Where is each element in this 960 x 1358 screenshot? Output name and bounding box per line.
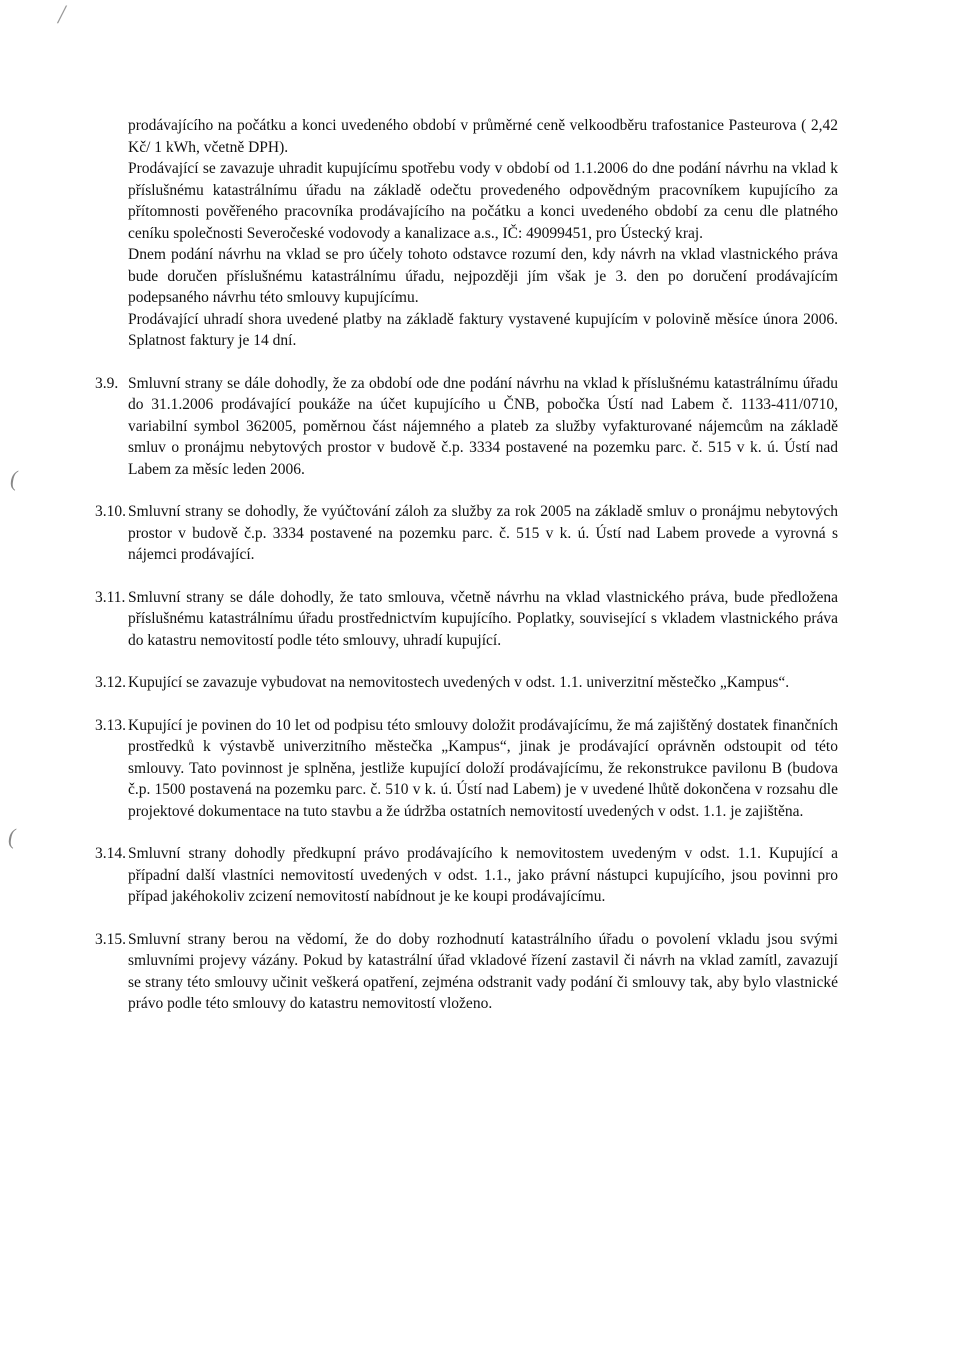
- section-number: 3.15.: [95, 930, 126, 948]
- document-body: [95, 115, 838, 1015]
- section-number: 3.14.: [95, 845, 126, 862]
- section-text: Smluvní strany se dále dohodly, že za období ode dne podání návrhu na vklad k příslušnému katastrálnímu úřadu do 31.1.2006 prodávající poukáže na účet kupujícího u ČNB, pobočka Ústí nad Labem č. 1133-411/0710, variabilní symbol 362005, poměrnou část nájemného a plateb za služby vyfakturované nájemcům na základě smluv o pronájmu nebytových prostor v budově č.p. 3334 postavené na pozemku parc. č. 515 v k. ú. Ústí nad Labem za měsíc leden 2006.: [128, 374, 838, 478]
- section-number: 3.13.: [95, 716, 126, 734]
- section-3-14: [95, 843, 838, 908]
- section-3-12: [95, 672, 838, 694]
- paragraph: Dnem podání návrhu na vklad se pro účely tohoto odstavce rozumí den, kdy návrh na vklad vlastnického práva bude doručen příslušnému katastrálnímu úřadu, nejpozději jím však je 3. den po doručení prodávajícím podepsaného návrhu této smlouvy kupujícímu.: [128, 246, 838, 306]
- paragraph: Prodávající uhradí shora uvedené platby na základě faktury vystavené kupujícím v polovině měsíce února 2006. Splatnost faktury je 14 dní.: [128, 310, 838, 349]
- section-text: Smluvní strany se dále dohodly, že tato smlouva, včetně návrhu na vklad vlastnického práva, bude předložena příslušnému katastrálnímu úřadu prostřednictvím kupujícího. Poplatky, související s vkladem vlastnického práva do katastru nemovitostí podle této smlouvy, uhradí kupující.: [128, 588, 838, 649]
- scan-artifact-bracket: (: [10, 466, 18, 491]
- section-3-13: [95, 715, 838, 823]
- section-text: Smluvní strany berou na vědomí, že do doby rozhodnutí katastrálního úřadu o povolení vkladu jsou svými smluvními projevy vázány. Pokud by katastrální úřad vkladové řízení zastavil či návrh na vklad zamítl, zavazují se strany této smlouvy učinit veškerá opatření, zejména odstranit vady podání či smlouvy tak, aby bylo vlastnické právo podle této smlouvy do katastru nemovitostí vloženo.: [128, 930, 838, 1012]
- section-number: 3.11.: [95, 588, 126, 606]
- section-text: Smluvní strany dohodly předkupní právo prodávajícího k nemovitostem uvedeným v odst. 1.1. Kupující a případní další vlastníci nemovitostí uvedených v odst. 1.1., jako právní nástupci kupujícího, jsou povinni pro případ jakéhokoliv zcizení nemovitostí nabídnout je ke koupi prodávajícímu.: [128, 845, 838, 905]
- section-text: Kupující se zavazuje vybudovat na nemovitostech uvedených v odst. 1.1. univerzitní městečko „Kampus“.: [128, 674, 790, 691]
- section-number: 3.10.: [95, 503, 126, 520]
- section-text: Smluvní strany se dohodly, že vyúčtování záloh za služby za rok 2005 na základě smluv o pronájmu nebytových prostor v budově č.p. 3334 postavené na pozemku parc. č. 515 v k. ú. Ústí nad Labem provede a vyrovná s nájemci prodávající.: [128, 503, 838, 563]
- paragraph: prodávajícího na počátku a konci uvedeného období v průměrné ceně velkoodběru trafostanice Pasteurova ( 2,42 Kč/ 1 kWh, včetně DPH).: [128, 117, 838, 156]
- section-number: 3.9.: [95, 374, 119, 392]
- paragraph: Prodávající se zavazuje uhradit kupujícímu spotřebu vody v období od 1.1.2006 do dne podání návrhu na vklad k příslušnému katastrálnímu úřadu na základě odečtu provedeného odpovědným pracovníkem kupujícího za přítomnosti pověřeného pracovníka prodávajícího na počátku a konci uvedeného období za cenu dle platného ceníku společnosti Severočeské vodovody a kanalizace a.s., IČ: 49099451, pro Ústecký kraj.: [128, 160, 838, 242]
- section-3-15: [95, 929, 838, 1015]
- section-3-10: [95, 501, 838, 566]
- section-text: Kupující je povinen do 10 let od podpisu této smlouvy doložit prodávajícímu, že má zajištěný dostatek finančních prostředků k výstavbě univerzitního městečka „Kampus“, jinak je prodávající oprávněn odstoupit od této smlouvy. Tato povinnost je splněna, jestliže kupující doloží prodávajícímu, že rekonstrukce pavilonu B (budova č.p. 1500 postavená na pozemku parc. č. 510 v k. ú. Ústí nad Labem) je v uvedené lhůtě dokončena v rozsahu dle projektové dokumentace na tuto stavbu a že údržba ostatních nemovitostí uvedených v odst. 1.1. je zajištěna.: [128, 716, 838, 820]
- section-3-11: [95, 587, 838, 652]
- scan-artifact-bracket: (: [8, 824, 16, 849]
- section-number: 3.12.: [95, 674, 126, 691]
- section-3-9: [95, 373, 838, 481]
- scan-artifact-mark: /: [58, 0, 66, 29]
